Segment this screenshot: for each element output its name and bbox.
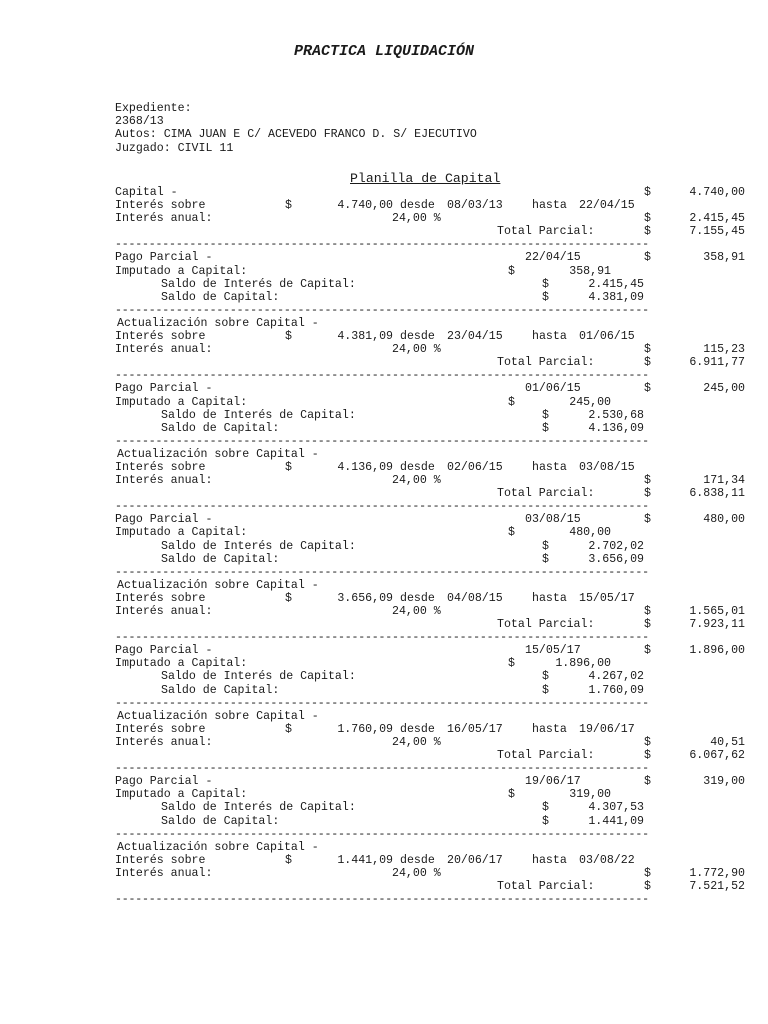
- interest-balance-row: [0, 540, 768, 553]
- annual-rate-label: Interés anual:: [115, 474, 213, 488]
- desde-date: 08/03/13: [447, 199, 503, 213]
- currency-sign: $: [285, 330, 292, 344]
- interest-balance: 4.307,53: [588, 801, 644, 815]
- interest-base: 1.760,09: [337, 722, 393, 736]
- capital-balance-label: Saldo de Capital:: [161, 421, 280, 435]
- currency-sign: $: [644, 474, 651, 488]
- total-row: [0, 487, 768, 500]
- capital-balance-label: Saldo de Capital:: [161, 552, 280, 566]
- annual-rate-row: [0, 736, 768, 749]
- update-row: [0, 579, 768, 592]
- interest-row: [0, 854, 768, 867]
- currency-sign: $: [644, 866, 651, 880]
- total-label: Total Parcial:: [497, 487, 595, 501]
- payment-row: [0, 513, 768, 526]
- total-label: Total Parcial:: [497, 225, 595, 239]
- total-amount: 7.521,52: [689, 879, 745, 893]
- imputed-label: Imputado a Capital:: [115, 264, 248, 278]
- total-row: [0, 225, 768, 238]
- currency-sign: $: [542, 801, 549, 815]
- interest-label: Interés sobre: [115, 591, 206, 605]
- imputed-row: [0, 396, 768, 409]
- capital-balance: 4.136,09: [588, 421, 644, 435]
- interest-balance: 2.530,68: [588, 408, 644, 422]
- interest-amount: 1.565,01: [689, 605, 745, 618]
- capital-balance: 3.656,09: [588, 552, 644, 566]
- currency-sign: $: [644, 735, 651, 749]
- annual-rate-label: Interés anual:: [115, 735, 213, 749]
- total-amount: 7.155,45: [689, 225, 745, 239]
- currency-sign: $: [508, 788, 515, 802]
- update-row: [0, 317, 768, 330]
- case-info: [115, 102, 477, 155]
- hasta-date: 15/05/17: [579, 591, 635, 605]
- interest-balance-row: [0, 801, 768, 814]
- annual-rate-row: [0, 605, 768, 618]
- interest-balance-label: Saldo de Interés de Capital:: [161, 539, 356, 553]
- interest-amount: 171,34: [703, 474, 745, 488]
- autos-line: Autos: CIMA JUAN E C/ ACEVEDO FRANCO D. S/ EJECUTIVO: [115, 128, 477, 142]
- imputed-label: Imputado a Capital:: [115, 526, 248, 540]
- payment-amount: 319,00: [703, 775, 745, 789]
- interest-row: [0, 723, 768, 736]
- currency-sign: $: [644, 186, 651, 199]
- interest-base: 3.656,09: [337, 591, 393, 605]
- currency-sign: $: [542, 670, 549, 684]
- currency-sign: $: [644, 644, 651, 658]
- imputed-amount: 245,00: [569, 395, 611, 409]
- annual-rate-label: Interés anual:: [115, 343, 213, 357]
- payment-label: Pago Parcial -: [115, 775, 213, 789]
- payment-row: [0, 644, 768, 657]
- currency-sign: $: [285, 460, 292, 474]
- annual-rate: 24,00 %: [392, 474, 441, 488]
- annual-rate: 24,00 %: [392, 866, 441, 880]
- currency-sign: $: [508, 657, 515, 671]
- interest-balance-row: [0, 409, 768, 422]
- update-row: [0, 841, 768, 854]
- separator: -------------------------------------------------------------------------------: [115, 696, 649, 710]
- payment-date: 03/08/15: [525, 513, 581, 527]
- interest-base: 4.381,09: [337, 330, 393, 344]
- currency-sign: $: [644, 618, 651, 632]
- currency-sign: $: [644, 225, 651, 239]
- interest-base: 4.740,00: [337, 199, 393, 213]
- capital-amount: 4.740,00: [689, 186, 745, 199]
- payment-label: Pago Parcial -: [115, 644, 213, 658]
- currency-sign: $: [542, 539, 549, 553]
- annual-rate-label: Interés anual:: [115, 605, 213, 618]
- payment-label: Pago Parcial -: [115, 382, 213, 396]
- imputed-label: Imputado a Capital:: [115, 788, 248, 802]
- capital-balance: 1.760,09: [588, 683, 644, 697]
- interest-label: Interés sobre: [115, 460, 206, 474]
- payment-label: Pago Parcial -: [115, 251, 213, 265]
- desde-label: desde: [400, 591, 435, 605]
- desde-label: desde: [400, 853, 435, 867]
- interest-label: Interés sobre: [115, 853, 206, 867]
- separator: -------------------------------------------------------------------------------: [115, 565, 649, 579]
- hasta-date: 22/04/15: [579, 199, 635, 213]
- payment-date: 19/06/17: [525, 775, 581, 789]
- hasta-label: hasta: [532, 853, 567, 867]
- hasta-date: 03/08/15: [579, 460, 635, 474]
- currency-sign: $: [644, 749, 651, 763]
- annual-rate-row: [0, 867, 768, 880]
- hasta-label: hasta: [532, 460, 567, 474]
- currency-sign: $: [644, 775, 651, 789]
- separator: -------------------------------------------------------------------------------: [115, 631, 649, 645]
- interest-amount: 115,23: [703, 343, 745, 357]
- hasta-label: hasta: [532, 199, 567, 213]
- hasta-label: hasta: [532, 591, 567, 605]
- payment-date: 01/06/15: [525, 382, 581, 396]
- capital-label: Capital -: [115, 186, 178, 199]
- annual-rate: 24,00 %: [392, 343, 441, 357]
- currency-sign: $: [542, 683, 549, 697]
- total-amount: 7.923,11: [689, 618, 745, 632]
- annual-rate-label: Interés anual:: [115, 212, 213, 226]
- imputed-row: [0, 265, 768, 278]
- currency-sign: $: [542, 814, 549, 828]
- payment-date: 22/04/15: [525, 251, 581, 265]
- capital-balance-row: [0, 684, 768, 697]
- imputed-label: Imputado a Capital:: [115, 657, 248, 671]
- imputed-row: [0, 788, 768, 801]
- juzgado-line: Juzgado: CIVIL 11: [115, 141, 234, 155]
- hasta-label: hasta: [532, 330, 567, 344]
- annual-rate-row: [0, 212, 768, 225]
- currency-sign: $: [644, 487, 651, 501]
- capital-balance-row: [0, 815, 768, 828]
- interest-amount: 1.772,90: [689, 866, 745, 880]
- payment-amount: 480,00: [703, 513, 745, 527]
- currency-sign: $: [644, 356, 651, 370]
- total-label: Total Parcial:: [497, 356, 595, 370]
- payment-amount: 358,91: [703, 251, 745, 265]
- payment-row: [0, 775, 768, 788]
- capital-balance: 4.381,09: [588, 290, 644, 304]
- interest-balance-label: Saldo de Interés de Capital:: [161, 801, 356, 815]
- interest-balance-row: [0, 670, 768, 683]
- currency-sign: $: [285, 591, 292, 605]
- imputed-amount: 1.896,00: [555, 657, 611, 671]
- currency-sign: $: [644, 382, 651, 396]
- capital-sheet: [0, 186, 768, 906]
- total-row: [0, 618, 768, 631]
- desde-date: 23/04/15: [447, 330, 503, 344]
- interest-row: [0, 330, 768, 343]
- separator: -------------------------------------------------------------------------------: [115, 500, 649, 514]
- payment-date: 15/05/17: [525, 644, 581, 658]
- hasta-label: hasta: [532, 722, 567, 736]
- interest-label: Interés sobre: [115, 199, 206, 213]
- currency-sign: $: [644, 212, 651, 226]
- total-row: [0, 749, 768, 762]
- desde-date: 02/06/15: [447, 460, 503, 474]
- annual-rate-label: Interés anual:: [115, 866, 213, 880]
- desde-date: 20/06/17: [447, 853, 503, 867]
- update-row: [0, 448, 768, 461]
- separator: -------------------------------------------------------------------------------: [115, 303, 649, 317]
- interest-row: [0, 461, 768, 474]
- payment-row: [0, 382, 768, 395]
- imputed-label: Imputado a Capital:: [115, 395, 248, 409]
- interest-balance: 4.267,02: [588, 670, 644, 684]
- update-label: Actualización sobre Capital -: [117, 316, 319, 330]
- currency-sign: $: [508, 264, 515, 278]
- annual-rate: 24,00 %: [392, 735, 441, 749]
- total-row: [0, 356, 768, 369]
- capital-row: [0, 186, 768, 199]
- interest-balance-label: Saldo de Interés de Capital:: [161, 670, 356, 684]
- separator: -------------------------------------------------------------------------------: [115, 369, 649, 383]
- interest-row: [0, 199, 768, 212]
- desde-label: desde: [400, 330, 435, 344]
- update-label: Actualización sobre Capital -: [117, 709, 319, 723]
- annual-rate: 24,00 %: [392, 212, 441, 226]
- currency-sign: $: [285, 722, 292, 736]
- currency-sign: $: [542, 408, 549, 422]
- interest-label: Interés sobre: [115, 722, 206, 736]
- payment-amount: 245,00: [703, 382, 745, 396]
- expediente-number: 2368/13: [115, 115, 164, 129]
- currency-sign: $: [285, 853, 292, 867]
- currency-sign: $: [644, 513, 651, 527]
- capital-balance-label: Saldo de Capital:: [161, 814, 280, 828]
- interest-balance-row: [0, 278, 768, 291]
- separator: -------------------------------------------------------------------------------: [115, 827, 649, 841]
- document-title: PRACTICA LIQUIDACIÓN: [293, 43, 475, 60]
- section-title: Planilla de Capital: [350, 171, 501, 186]
- desde-date: 16/05/17: [447, 722, 503, 736]
- currency-sign: $: [644, 343, 651, 357]
- interest-balance: 2.702,02: [588, 539, 644, 553]
- update-label: Actualización sobre Capital -: [117, 578, 319, 592]
- currency-sign: $: [508, 526, 515, 540]
- hasta-date: 01/06/15: [579, 330, 635, 344]
- currency-sign: $: [542, 277, 549, 291]
- separator: -------------------------------------------------------------------------------: [115, 238, 649, 252]
- currency-sign: $: [644, 879, 651, 893]
- currency-sign: $: [508, 395, 515, 409]
- imputed-row: [0, 526, 768, 539]
- imputed-amount: 480,00: [569, 526, 611, 540]
- total-label: Total Parcial:: [497, 618, 595, 632]
- hasta-date: 19/06/17: [579, 722, 635, 736]
- interest-amount: 40,51: [710, 735, 745, 749]
- hasta-date: 03/08/22: [579, 853, 635, 867]
- payment-row: [0, 251, 768, 264]
- interest-row: [0, 592, 768, 605]
- desde-label: desde: [400, 460, 435, 474]
- currency-sign: $: [644, 251, 651, 265]
- separator: -------------------------------------------------------------------------------: [115, 434, 649, 448]
- expediente-label: Expediente:: [115, 102, 192, 115]
- annual-rate: 24,00 %: [392, 605, 441, 618]
- capital-balance: 1.441,09: [588, 814, 644, 828]
- total-amount: 6.838,11: [689, 487, 745, 501]
- interest-amount: 2.415,45: [689, 212, 745, 226]
- total-row: [0, 880, 768, 893]
- interest-base: 4.136,09: [337, 460, 393, 474]
- interest-label: Interés sobre: [115, 330, 206, 344]
- separator: -------------------------------------------------------------------------------: [115, 762, 649, 776]
- interest-base: 1.441,09: [337, 853, 393, 867]
- annual-rate-row: [0, 474, 768, 487]
- imputed-amount: 319,00: [569, 788, 611, 802]
- payment-amount: 1.896,00: [689, 644, 745, 658]
- total-label: Total Parcial:: [497, 879, 595, 893]
- update-label: Actualización sobre Capital -: [117, 447, 319, 461]
- separator: -------------------------------------------------------------------------------: [115, 893, 649, 907]
- desde-label: desde: [400, 722, 435, 736]
- currency-sign: $: [542, 421, 549, 435]
- desde-date: 04/08/15: [447, 591, 503, 605]
- total-label: Total Parcial:: [497, 749, 595, 763]
- update-label: Actualización sobre Capital -: [117, 840, 319, 854]
- interest-balance: 2.415,45: [588, 277, 644, 291]
- total-amount: 6.911,77: [689, 356, 745, 370]
- currency-sign: $: [542, 290, 549, 304]
- currency-sign: $: [644, 605, 651, 618]
- currency-sign: $: [285, 199, 292, 213]
- capital-balance-row: [0, 553, 768, 566]
- desde-label: desde: [400, 199, 435, 213]
- interest-balance-label: Saldo de Interés de Capital:: [161, 408, 356, 422]
- capital-balance-label: Saldo de Capital:: [161, 683, 280, 697]
- total-amount: 6.067,62: [689, 749, 745, 763]
- imputed-amount: 358,91: [569, 264, 611, 278]
- capital-balance-row: [0, 422, 768, 435]
- capital-balance-label: Saldo de Capital:: [161, 290, 280, 304]
- interest-balance-label: Saldo de Interés de Capital:: [161, 277, 356, 291]
- currency-sign: $: [542, 552, 549, 566]
- update-row: [0, 710, 768, 723]
- entries-list: [0, 251, 768, 906]
- annual-rate-row: [0, 343, 768, 356]
- capital-balance-row: [0, 291, 768, 304]
- imputed-row: [0, 657, 768, 670]
- payment-label: Pago Parcial -: [115, 513, 213, 527]
